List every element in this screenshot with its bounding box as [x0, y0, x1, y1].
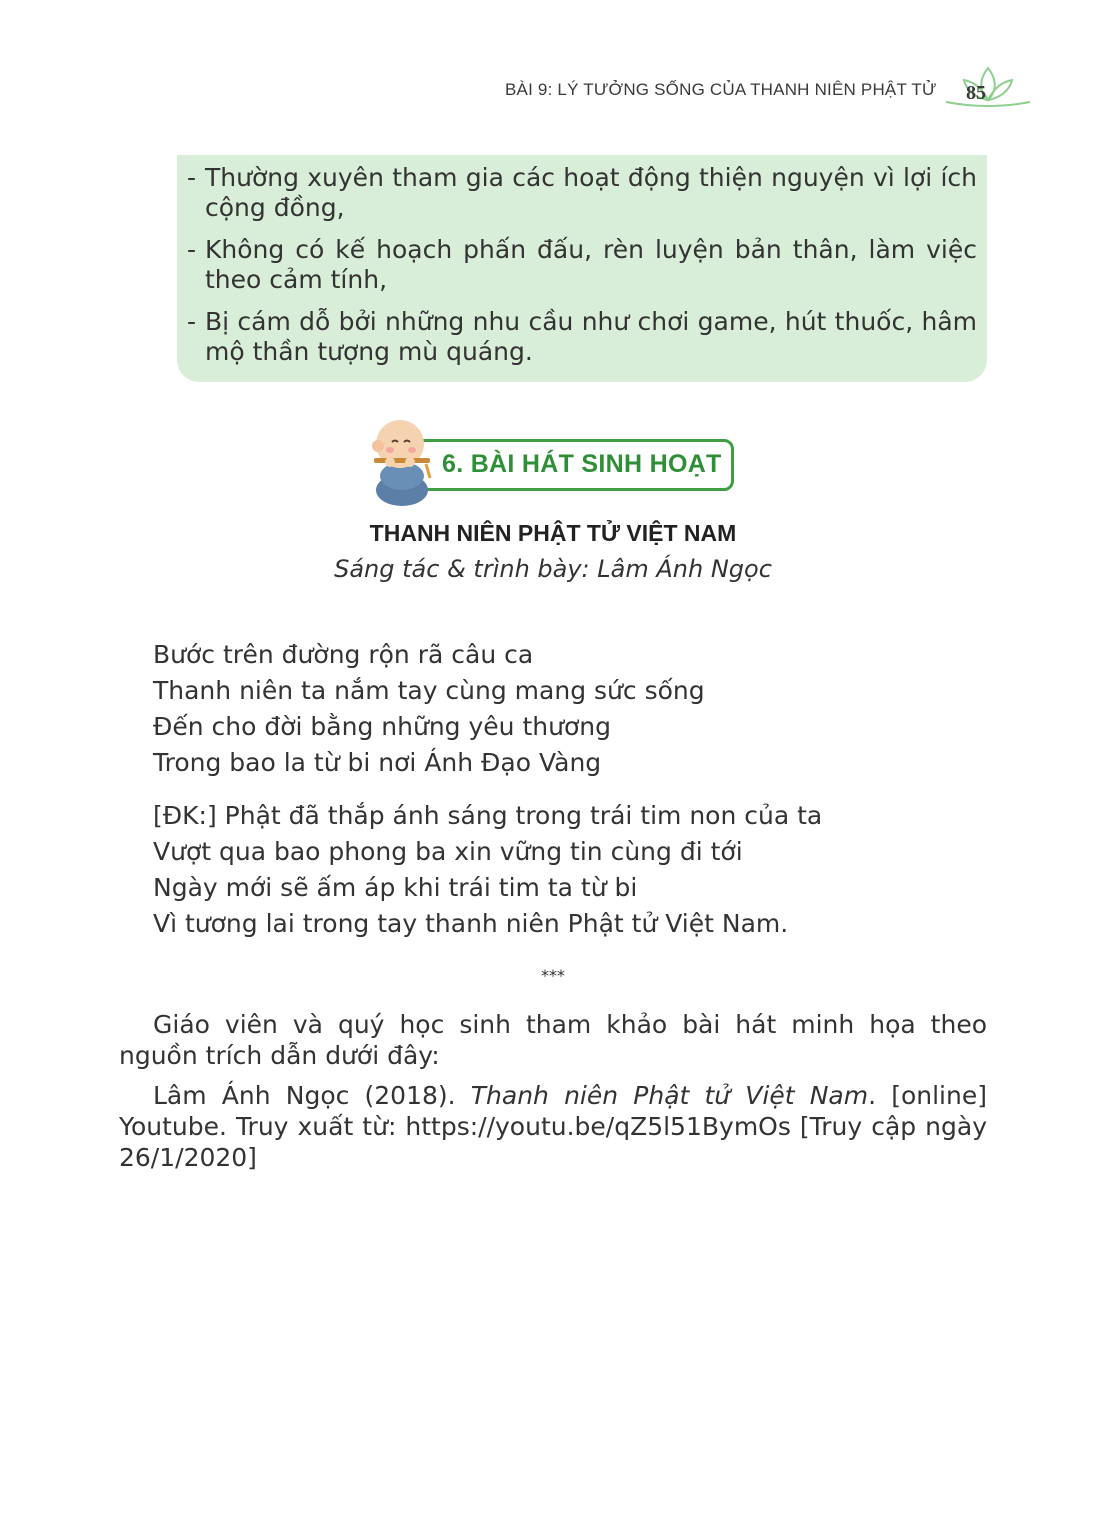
bullet-item: - Bị cám dỗ bởi những nhu cầu như chơi game, hút thuốc, hâm mộ thần tượng mù quáng. — [187, 307, 977, 366]
song-author: Sáng tác & trình bày: Lâm Ánh Ngọc — [334, 555, 772, 583]
bullet-item: - Không có kế hoạch phấn đấu, rèn luyện bản thân, làm việc theo cảm tính, — [187, 235, 977, 294]
lyric-line: Thanh niên ta nắm tay cùng mang sức sống — [153, 676, 705, 705]
green-note-box — [177, 155, 987, 382]
citation-suffix: . [online] Youtube. Truy xuất từ: https://youtu.be/qZ5l51BymOs [Truy cập ngày 26/1/2020] — [119, 1081, 987, 1172]
monk-flute-icon — [360, 414, 446, 508]
lotus-icon — [942, 64, 1034, 112]
song-title: THANH NIÊN PHẬT TỬ VIỆT NAM — [369, 520, 737, 546]
bullet-item: - Thường xuyên tham gia các hoạt động thiện nguyện vì lợi ích cộng đồng, — [187, 163, 977, 222]
lyric-line: Bước trên đường rộn rã câu ca — [153, 640, 534, 669]
section-heading: 6. BÀI HÁT SINH HOẠT — [442, 450, 722, 478]
lyric-line: Ngày mới sẽ ấm áp khi trái tim ta từ bi — [153, 873, 638, 902]
reference-citation — [119, 1080, 987, 1173]
bullet-text: Bị cám dỗ bởi những nhu cầu như chơi game, hút thuốc, hâm mộ thần tượng mù quáng. — [205, 307, 977, 366]
bullet-text: Thường xuyên tham gia các hoạt động thiện nguyện vì lợi ích cộng đồng, — [205, 163, 977, 222]
lyric-line: Vượt qua bao phong ba xin vững tin cùng đi tới — [153, 837, 743, 866]
citation-title: Thanh niên Phật tử Việt Nam — [470, 1081, 869, 1110]
lyric-line: Vì tương lai trong tay thanh niên Phật tử Việt Nam. — [153, 909, 789, 938]
reference-intro: Giáo viên và quý học sinh tham khảo bài hát minh họa theo nguồn trích dẫn dưới đây: — [119, 1010, 987, 1070]
lyric-line: Đến cho đời bằng những yêu thương — [153, 712, 611, 741]
lyric-line: Trong bao la từ bi nơi Ánh Đạo Vàng — [153, 748, 602, 777]
running-header: BÀI 9: LÝ TƯỞNG SỐNG CỦA THANH NIÊN PHẬT TỬ — [505, 80, 937, 99]
separator: *** — [541, 966, 565, 985]
citation-prefix: Lâm Ánh Ngọc (2018). — [153, 1081, 471, 1110]
page-number: 85 — [966, 82, 986, 104]
bullet-text: Không có kế hoạch phấn đấu, rèn luyện bản thân, làm việc theo cảm tính, — [205, 235, 977, 294]
lyric-line: [ĐK:] Phật đã thắp ánh sáng trong trái tim non của ta — [153, 801, 823, 830]
